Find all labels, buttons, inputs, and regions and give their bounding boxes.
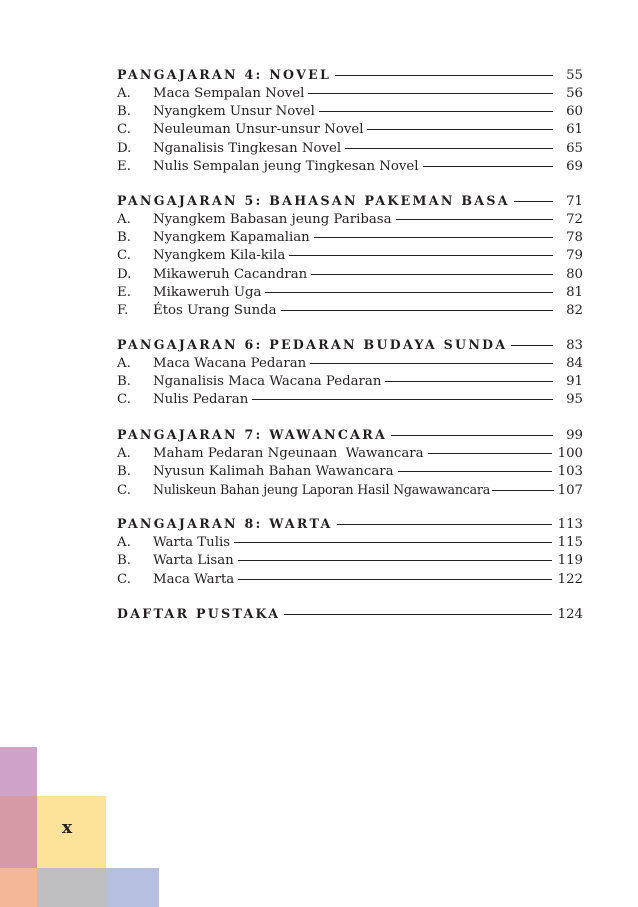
toc-entry[interactable] bbox=[117, 463, 583, 481]
toc-section bbox=[117, 192, 583, 320]
toc-page-number: 82 bbox=[566, 302, 583, 318]
dot-leader bbox=[396, 219, 553, 220]
toc-entry-letter: A. bbox=[117, 356, 131, 372]
toc-entry[interactable] bbox=[117, 140, 583, 158]
toc-section bbox=[117, 515, 583, 589]
toc-entry-letter: E. bbox=[117, 284, 131, 300]
toc-page-number: 56 bbox=[566, 86, 583, 101]
toc-entry[interactable] bbox=[117, 247, 583, 265]
toc-entry-title: Maca Wacana Pedaran bbox=[153, 356, 307, 372]
toc-entry[interactable] bbox=[117, 571, 583, 589]
dot-leader bbox=[335, 75, 553, 76]
dot-leader bbox=[319, 111, 553, 112]
toc-entry[interactable] bbox=[117, 211, 583, 229]
toc-entry-title: Maham Pedaran Ngeunaan Wawancara bbox=[153, 445, 424, 461]
toc-entry-title: Mikaweruh Uga bbox=[153, 284, 262, 300]
dot-leader bbox=[310, 363, 553, 364]
toc-entry-letter: B. bbox=[117, 104, 131, 120]
toc-entry[interactable] bbox=[117, 158, 583, 176]
toc-entry-letter: B. bbox=[117, 230, 131, 246]
toc-page-number: 78 bbox=[566, 230, 583, 246]
dot-leader bbox=[391, 435, 553, 436]
toc-page-number: 103 bbox=[557, 463, 583, 479]
dot-leader bbox=[337, 524, 552, 525]
toc-page-number: 122 bbox=[557, 571, 583, 587]
dot-leader bbox=[514, 201, 553, 202]
toc-section bbox=[117, 336, 583, 410]
toc-heading[interactable] bbox=[117, 515, 583, 534]
toc-page-number: 115 bbox=[557, 535, 583, 551]
toc-heading[interactable] bbox=[117, 66, 583, 85]
dot-leader bbox=[252, 399, 553, 400]
toc-entry[interactable] bbox=[117, 373, 583, 391]
toc-section bbox=[117, 605, 583, 624]
toc-entry-title: Maca Warta bbox=[153, 571, 235, 587]
decor-block bbox=[106, 868, 159, 907]
toc-entry-title: Nyangkem Babasan jeung Paribasa bbox=[153, 211, 392, 227]
page-number: x bbox=[62, 818, 73, 838]
toc-page-number: 55 bbox=[566, 68, 583, 83]
toc-entry[interactable] bbox=[117, 391, 583, 409]
dot-leader bbox=[289, 255, 553, 256]
dot-leader bbox=[234, 542, 552, 543]
dot-leader bbox=[385, 381, 553, 382]
decor-block bbox=[0, 868, 37, 907]
toc-entry[interactable] bbox=[117, 481, 583, 499]
toc-heading-title: DAFTAR PUSTAKA bbox=[117, 605, 281, 621]
toc-entry-title: Nganalisis Maca Wacana Pedaran bbox=[153, 374, 382, 390]
toc-entry-letter: F. bbox=[117, 302, 129, 318]
toc-page-number: 72 bbox=[566, 211, 583, 227]
dot-leader bbox=[238, 579, 551, 580]
toc-entry[interactable] bbox=[117, 229, 583, 247]
toc-page-number: 79 bbox=[566, 248, 583, 264]
toc-page-number: 71 bbox=[566, 193, 583, 209]
toc-section bbox=[117, 66, 583, 176]
toc-heading[interactable] bbox=[117, 605, 583, 624]
toc-entry-letter: B. bbox=[117, 463, 131, 479]
toc-entry-title: Nyangkem Kapamalian bbox=[153, 230, 310, 246]
toc-page-number: 69 bbox=[566, 158, 583, 174]
toc-entry-letter: A. bbox=[117, 211, 131, 227]
toc-entry-title: Nulis Sempalan jeung Tingkesan Novel bbox=[153, 158, 419, 174]
toc-entry-letter: C. bbox=[117, 392, 131, 408]
toc-entry[interactable] bbox=[117, 552, 583, 570]
dot-leader bbox=[398, 471, 552, 472]
toc-page-number: 84 bbox=[566, 356, 583, 372]
toc-heading[interactable] bbox=[117, 426, 583, 445]
dot-leader bbox=[423, 166, 553, 167]
toc-page-number: 100 bbox=[557, 445, 583, 461]
dot-leader bbox=[265, 292, 553, 293]
toc-entry-title: Mikaweruh Cacandran bbox=[153, 266, 308, 282]
toc-entry-letter: A. bbox=[117, 535, 131, 551]
toc-entry-letter: C. bbox=[117, 122, 131, 138]
dot-leader bbox=[311, 274, 553, 275]
toc-page-number: 95 bbox=[566, 392, 583, 408]
dot-leader bbox=[492, 490, 554, 491]
toc-entry[interactable] bbox=[117, 85, 583, 103]
toc-entry[interactable] bbox=[117, 355, 583, 373]
toc-entry-title: Étos Urang Sunda bbox=[153, 302, 277, 318]
toc-entry[interactable] bbox=[117, 302, 583, 320]
toc-entry-title: Nuliskeun Bahan jeung Laporan Hasil Ngawawancara bbox=[153, 482, 491, 497]
toc-entry-letter: E. bbox=[117, 158, 131, 174]
toc-entry-title: Nyangkem Unsur Novel bbox=[153, 104, 315, 120]
toc-entry-letter: D. bbox=[117, 266, 132, 282]
toc-section bbox=[117, 426, 583, 500]
toc-heading-title: PANGAJARAN 8: WARTA bbox=[117, 516, 333, 532]
dot-leader bbox=[428, 453, 552, 454]
toc-page-number: 65 bbox=[566, 140, 583, 156]
toc-heading-title: PANGAJARAN 4: NOVEL bbox=[117, 67, 332, 82]
toc-entry-title: Warta Lisan bbox=[153, 553, 234, 569]
toc-entry-letter: B. bbox=[117, 374, 131, 390]
toc-heading[interactable] bbox=[117, 336, 583, 355]
toc-entry-title: Warta Tulis bbox=[153, 535, 231, 551]
toc-page-number: 91 bbox=[566, 374, 583, 390]
toc-page-number: 83 bbox=[566, 338, 583, 354]
decor-block bbox=[0, 796, 37, 868]
toc-page-number: 80 bbox=[566, 266, 583, 282]
toc-entry-title: Neuleuman Unsur-unsur Novel bbox=[153, 122, 364, 138]
decor-block bbox=[0, 747, 37, 796]
toc-entry-letter: A. bbox=[117, 86, 131, 101]
toc-entry-title: Nulis Pedaran bbox=[153, 392, 249, 408]
toc-page-number: 60 bbox=[566, 104, 583, 120]
toc-entry-letter: C. bbox=[117, 483, 131, 498]
toc-entry[interactable] bbox=[117, 445, 583, 463]
toc-page-number: 61 bbox=[566, 122, 583, 138]
toc-entry-letter: C. bbox=[117, 571, 131, 587]
toc-entry[interactable] bbox=[117, 266, 583, 284]
toc-page-number: 107 bbox=[557, 483, 583, 498]
toc-page-number: 113 bbox=[557, 517, 583, 533]
toc-page-number: 81 bbox=[566, 284, 583, 300]
toc-heading-title: PANGAJARAN 5: BAHASAN PAKEMAN BASA bbox=[117, 192, 510, 208]
dot-leader bbox=[281, 310, 553, 311]
dot-leader bbox=[308, 93, 553, 94]
toc-entry-title: Nyangkem Kila-kila bbox=[153, 248, 286, 264]
dot-leader bbox=[314, 237, 553, 238]
toc-page-number: 124 bbox=[557, 606, 583, 622]
dot-leader bbox=[238, 560, 552, 561]
toc-entry[interactable] bbox=[117, 121, 583, 139]
dot-leader bbox=[345, 148, 553, 149]
toc-entry[interactable] bbox=[117, 284, 583, 302]
toc-entry-letter: A. bbox=[117, 445, 131, 461]
dot-leader bbox=[367, 129, 553, 130]
toc-page-number: 119 bbox=[557, 553, 583, 569]
toc-heading[interactable] bbox=[117, 192, 583, 211]
toc-entry-letter: B. bbox=[117, 553, 131, 569]
toc-entry-letter: D. bbox=[117, 140, 132, 156]
toc-entry[interactable] bbox=[117, 103, 583, 121]
toc-entry[interactable] bbox=[117, 534, 583, 552]
toc-entry-title: Maca Sempalan Novel bbox=[153, 86, 305, 101]
toc-page-number: 99 bbox=[566, 427, 583, 443]
toc-entry-title: Nyusun Kalimah Bahan Wawancara bbox=[153, 463, 394, 479]
table-of-contents bbox=[117, 66, 583, 640]
toc-entry-letter: C. bbox=[117, 248, 131, 264]
toc-entry-title: Nganalisis Tingkesan Novel bbox=[153, 140, 342, 156]
dot-leader bbox=[284, 614, 551, 615]
toc-heading-title: PANGAJARAN 7: WAWANCARA bbox=[117, 426, 388, 442]
decor-block bbox=[37, 868, 106, 907]
dot-leader bbox=[511, 345, 553, 346]
toc-heading-title: PANGAJARAN 6: PEDARAN BUDAYA SUNDA bbox=[117, 337, 508, 353]
